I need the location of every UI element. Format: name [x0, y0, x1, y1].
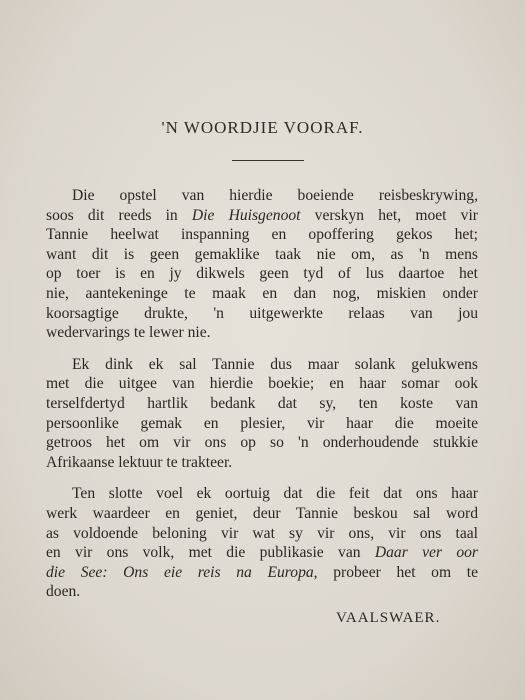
text-line [46, 543, 478, 563]
text-segment: koorsagtige drukte, 'n uitgewerkte relaas van jou [46, 304, 478, 322]
page-title: 'N WOORDJIE VOORAF. [161, 118, 364, 137]
text-segment: getroos het om vir ons op so 'n onderhoudende stukkie [46, 434, 478, 452]
text-segment: verskyn het, moet vir [300, 206, 478, 224]
text-segment: nie, aantekeninge te maak en dan nog, miskien onder [46, 284, 478, 302]
text-segment: Ek dink ek sal Tannie dus maar solank gelukwens [72, 355, 478, 373]
text-segment: as voldoende beloning vir wat sy vir ons, vir ons taal [46, 524, 478, 542]
italic-title-text: die See: Ons eie reis na Europa [46, 563, 314, 581]
text-line [46, 323, 478, 343]
text-segment: persoonlike gemak en plesier, vir haar die moeite [46, 414, 478, 432]
text-segment: en vir ons volk, met die publikasie van [46, 544, 375, 562]
text-line [46, 433, 478, 453]
title-divider [232, 160, 304, 161]
text-line [46, 186, 478, 206]
text-segment: soos dit reeds in [46, 206, 192, 224]
text-line [46, 284, 478, 304]
text-line [46, 453, 478, 473]
text-line [46, 484, 478, 504]
text-segment: want dit is geen gemaklike taak nie om, as 'n mens [46, 245, 478, 263]
text-segment: Die opstel van hierdie boeiende reisbeskrywing, [72, 187, 478, 204]
text-line [46, 355, 478, 375]
text-line [46, 394, 478, 414]
text-segment: doen. [46, 583, 81, 601]
preface-body [46, 186, 478, 614]
italic-title-text: Daar ver oor [374, 544, 478, 562]
text-segment: met die uitgee van hierdie boekie; en haar somar ook [46, 375, 478, 393]
text-line [46, 225, 478, 245]
text-line [46, 504, 478, 524]
text-line [46, 206, 478, 226]
text-segment: werk waardeer en geniet, deur Tannie beskou sal word [46, 504, 478, 522]
text-segment: Afrikaanse lektuur te trakteer. [46, 453, 233, 471]
text-line [46, 524, 478, 544]
text-segment: Ten slotte voel ek oortuig dat die feit dat ons haar [72, 485, 478, 503]
italic-title-text: Die Huisgenoot [191, 206, 301, 224]
text-segment: , probeer het om te [313, 563, 479, 581]
text-segment: terselfdertyd hartlik bedank dat sy, ten koste van [46, 394, 478, 412]
author-signature: VAALSWAER. [336, 610, 441, 626]
text-line [46, 304, 478, 324]
text-line [46, 374, 478, 394]
paragraph-1 [46, 186, 478, 343]
paragraph-3 [46, 484, 478, 602]
text-segment: Tannie heelwat inspanning en opoffering gekos het; [46, 226, 478, 244]
text-line [46, 414, 478, 434]
text-line [46, 563, 478, 583]
paragraph-2 [46, 355, 478, 473]
text-line [46, 264, 478, 284]
text-segment: wedervarings te lewer nie. [46, 324, 211, 342]
text-line [46, 582, 478, 602]
text-segment: op toer is en jy dikwels geen tyd of lus daartoe het [46, 265, 478, 283]
text-line [46, 245, 478, 265]
